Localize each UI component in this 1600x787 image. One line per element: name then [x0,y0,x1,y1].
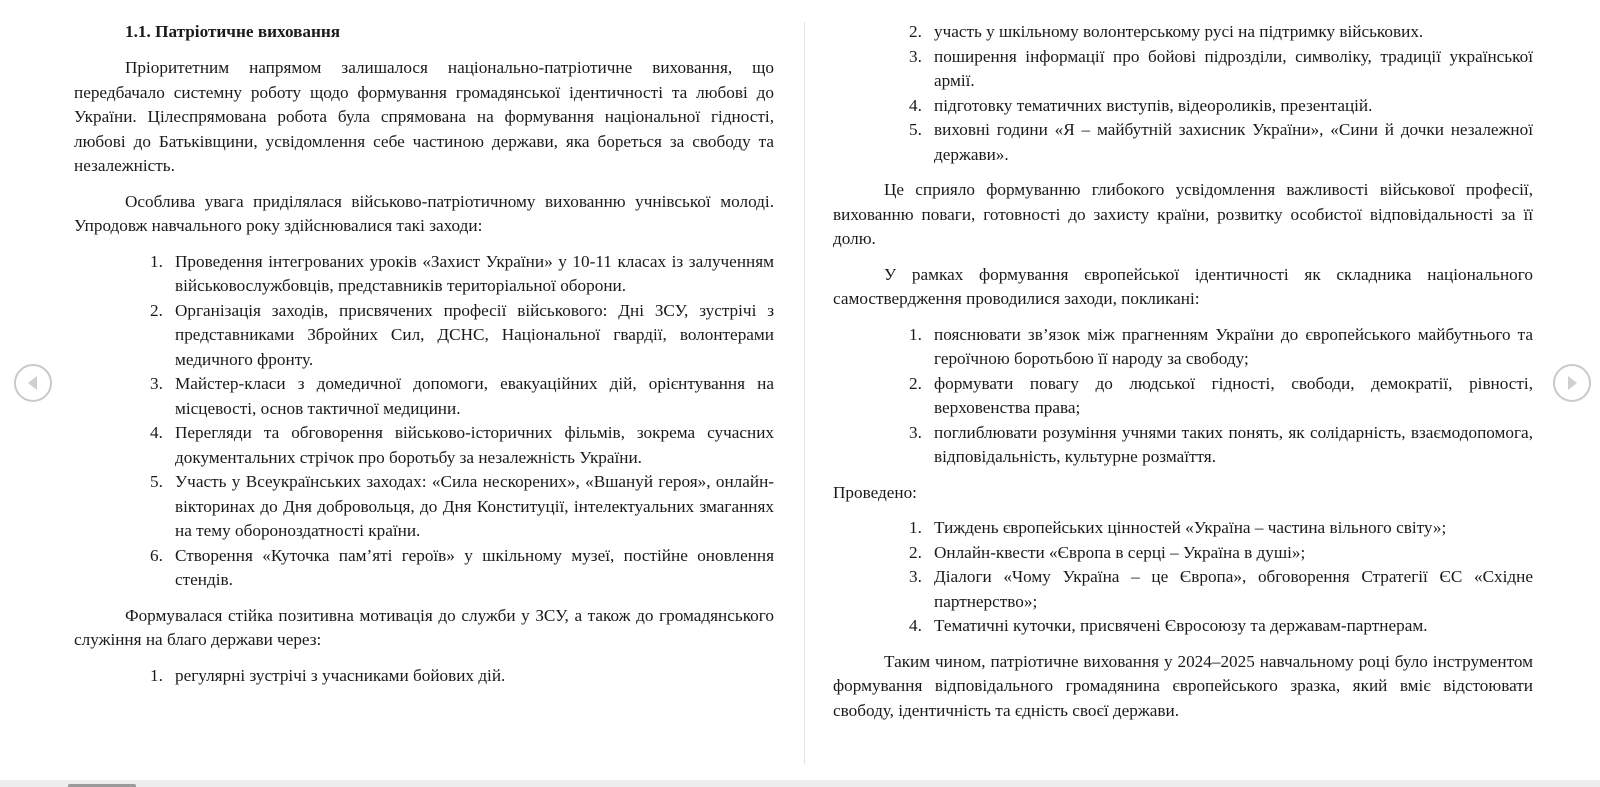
list-item-text: поширення інформації про бойові підрозділи, символіку, традиції української армії. [934,46,1533,90]
list-item-text: підготовку тематичних виступів, відеороликів, презентацій. [934,95,1373,115]
list-number: 4. [909,95,922,115]
list-item [833,516,1533,541]
list-number: 5. [909,120,922,139]
numbered-list [74,664,774,689]
list-item [74,470,774,544]
list-item [74,250,774,299]
list-item-text: Тематичні куточки, присвячені Євросоюзу та державам-партнерам. [934,616,1428,635]
list-number: 1. [150,665,163,685]
list-item-text: поглиблювати розуміння учнями таких понять, як солідарність, взаємодопомога, відповідальність, культурне розмаїття. [934,422,1533,466]
left-page [74,20,774,787]
list-number: 4. [909,616,922,635]
list-item [833,421,1533,470]
next-page-button[interactable] [1553,364,1591,402]
list-number: 2. [909,22,922,41]
list-number: 2. [150,300,163,320]
list-number: 1. [909,518,922,537]
list-item [833,541,1533,566]
list-number: 5. [150,472,163,491]
list-item [74,372,774,421]
list-item-text: Майстер-класи з домедичної допомоги, евакуаційних дій, орієнтування на місцевості, основ тактичної медицини. [175,374,774,418]
list-item-text: регулярні зустрічі з учасниками бойових дій. [175,665,506,685]
horizontal-scrollbar[interactable] [0,780,1600,787]
list-item [833,45,1533,94]
list-number: 3. [909,422,922,442]
list-number: 1. [909,324,922,344]
chevron-right-icon [1555,366,1589,400]
list-number: 2. [909,542,922,562]
list-item-text: Онлайн-квести «Європа в серці – Україна в душі»; [934,542,1306,562]
list-item-text: пояснювати зв’язок між прагненням України до європейського майбутнього та героїчною боротьбою її народу за свободу; [934,324,1533,368]
right-page [833,20,1533,787]
numbered-list [74,250,774,593]
numbered-list [833,20,1533,167]
paragraph: Таким чином, патріотичне виховання у 2024–2025 навчальному році було інструментом формування відповідального громадянина європейського зразка, який вміє відстоювати свободу, ідентичність та єдність своєї держави. [833,651,1533,720]
list-item [833,20,1533,45]
list-number: 4. [150,423,163,442]
list-number: 6. [150,545,163,565]
paragraph: Пріоритетним напрямом залишалося національно-патріотичне виховання, що передбачало системну роботу щодо формування громадянської ідентичності та любові до України. Цілеспрямована робота була спрямована на формування національної гідності, любові до Батьківщини, усвідомлення себе частиною держави, яка бореться за свободу та незалежність. [74,58,774,175]
list-item [833,614,1533,639]
list-number: 3. [150,374,163,393]
list-item-text: виховні години «Я – майбутній захисник України», «Сини й дочки незалежної держави». [934,120,1533,164]
list-item [74,664,774,689]
list-item [833,323,1533,372]
list-item [74,544,774,593]
list-item [833,118,1533,167]
paragraph: Проведено: [833,482,917,502]
list-number: 2. [909,373,922,393]
page-divider [804,22,805,764]
list-item-text: Організація заходів, присвячених професії військового: Дні ЗСУ, зустрічі з представниками Збройних Сил, ДСНС, Національної гвардії, волонтерами медичного фронту. [175,300,774,369]
section-title: 1.1. Патріотичне виховання [125,22,341,41]
paragraph: У рамках формування європейської ідентичності як складника національного самоствердження проводилися заходи, покликані: [833,264,1533,308]
list-item-text: Створення «Куточка пам’яті героїв» у шкільному музеї, постійне оновлення стендів. [175,545,774,589]
numbered-list [833,323,1533,470]
list-number: 3. [909,46,922,66]
paragraph: Особлива увага приділялася військово-патріотичному вихованню учнівської молоді. Упродовж навчального року здійснювалися такі заходи: [74,191,774,235]
list-item-text: Проведення інтегрованих уроків «Захист України» у 10-11 класах із залученням військовослужбовців, представників територіальної оборони. [175,251,774,295]
list-number: 1. [150,251,163,271]
list-item [74,299,774,373]
list-item-text: Тиждень європейських цінностей «Україна – частина вільного світу»; [934,518,1447,537]
chevron-left-icon [16,366,50,400]
list-item-text: участь у шкільному волонтерському русі на підтримку військових. [934,22,1424,41]
list-item [833,565,1533,614]
list-item [833,372,1533,421]
paragraph: Формувалася стійка позитивна мотивація до служби у ЗСУ, а також до громадянського служіння на благо держави через: [74,605,774,649]
list-item-text: Участь у Всеукраїнських заходах: «Сила нескорених», «Вшануй героя», онлайн-вікторинах до Дня добровольця, до Дня Конституції, інтелектуальних змаганнях на тему обороноздатності країни. [175,472,774,540]
numbered-list [833,516,1533,639]
previous-page-button[interactable] [14,364,52,402]
paragraph: Це сприяло формуванню глибокого усвідомлення важливості військової професії, вихованню поваги, готовності до захисту країни, розвитку особистої відповідальності за її долю. [833,180,1533,248]
list-item-text: Перегляди та обговорення військово-історичних фільмів, зокрема сучасних документальних стрічок про боротьбу за незалежність України. [175,423,774,467]
list-item-text: формувати повагу до людської гідності, свободи, демократії, рівності, верховенства права; [934,373,1533,417]
list-item [74,421,774,470]
list-item-text: Діалоги «Чому Україна – це Європа», обговорення Стратегії ЄС «Східне партнерство»; [934,567,1533,611]
list-item [833,94,1533,119]
list-number: 3. [909,567,922,586]
